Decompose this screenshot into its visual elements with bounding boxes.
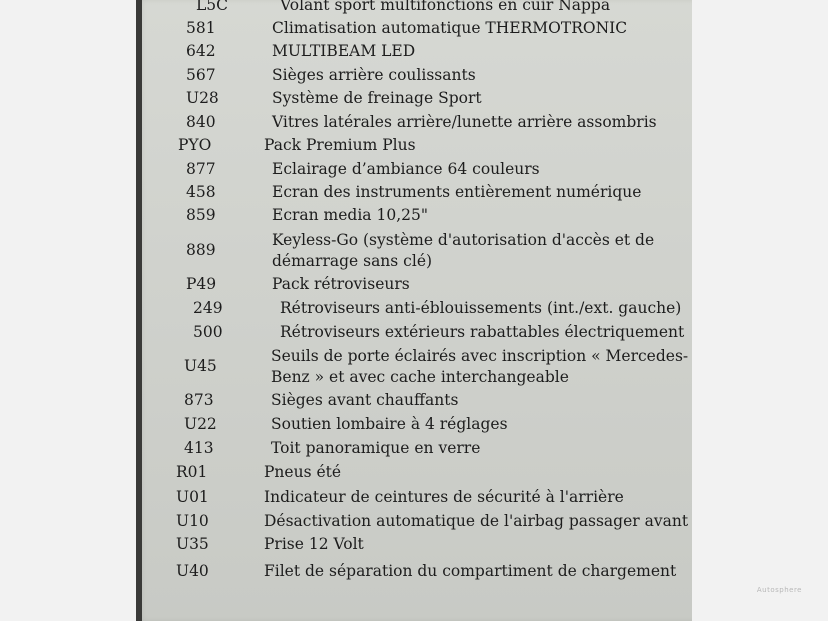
option-code: 840 <box>186 113 216 131</box>
option-description: Keyless-Go (système d'autorisation d'accès et de <box>272 231 655 249</box>
option-description: Soutien lombaire à 4 réglages <box>271 415 508 433</box>
option-description: Filet de séparation du compartiment de chargement <box>264 562 677 580</box>
option-code: PYO <box>178 136 212 154</box>
option-description: Vitres latérales arrière/lunette arrière assombris <box>272 113 657 131</box>
option-code: U10 <box>176 512 209 530</box>
option-description: Rétroviseurs extérieurs rabattables électriquement <box>280 323 685 341</box>
option-description: Climatisation automatique THERMOTRONIC <box>272 19 628 37</box>
option-description: Ecran des instruments entièrement numérique <box>272 183 642 201</box>
option-code: U45 <box>184 357 217 375</box>
watermark: Autosphere <box>756 586 802 594</box>
option-code: 859 <box>186 206 216 224</box>
option-description: Seuils de porte éclairés avec inscription « Mercedes- <box>271 347 689 365</box>
option-description: Indicateur de ceintures de sécurité à l'arrière <box>264 488 624 506</box>
option-code: 458 <box>186 183 216 201</box>
option-code: 877 <box>186 160 216 178</box>
option-code: 581 <box>186 19 216 37</box>
option-description: Eclairage d’ambiance 64 couleurs <box>272 160 540 178</box>
option-code: 873 <box>184 391 214 409</box>
option-code: 567 <box>186 66 216 84</box>
option-description: Sièges arrière coulissants <box>272 66 476 84</box>
option-description-line2: Benz » et avec cache interchangeable <box>271 368 569 386</box>
option-description: Pack rétroviseurs <box>272 275 410 293</box>
option-code: 413 <box>184 439 214 457</box>
option-code: U01 <box>176 488 209 506</box>
option-code: U35 <box>176 535 209 553</box>
option-code: P49 <box>186 275 217 293</box>
option-description: Ecran media 10,25" <box>272 206 428 224</box>
option-description: Sièges avant chauffants <box>271 391 459 409</box>
option-code: U28 <box>186 89 219 107</box>
option-code: L5C <box>196 0 229 14</box>
option-code: 642 <box>186 42 216 60</box>
option-description-line2: démarrage sans clé) <box>272 252 433 270</box>
option-description: Rétroviseurs anti-éblouissements (int./ext. gauche) <box>280 299 682 317</box>
option-description: Pack Premium Plus <box>264 136 416 154</box>
option-code: 889 <box>186 241 216 259</box>
option-code: 500 <box>193 323 223 341</box>
option-list-document <box>136 0 692 621</box>
option-code: U40 <box>176 562 209 580</box>
option-description: Volant sport multifonctions en cuir Nappa <box>280 0 611 14</box>
option-description: MULTIBEAM LED <box>272 42 416 60</box>
option-code: R01 <box>176 463 208 481</box>
option-description: Système de freinage Sport <box>272 89 482 107</box>
option-code: U22 <box>184 415 217 433</box>
option-description: Toit panoramique en verre <box>271 439 481 457</box>
option-description: Prise 12 Volt <box>264 535 364 553</box>
option-description: Désactivation automatique de l'airbag passager avant <box>264 512 689 530</box>
option-description: Pneus été <box>264 463 342 481</box>
option-code: 249 <box>193 299 223 317</box>
